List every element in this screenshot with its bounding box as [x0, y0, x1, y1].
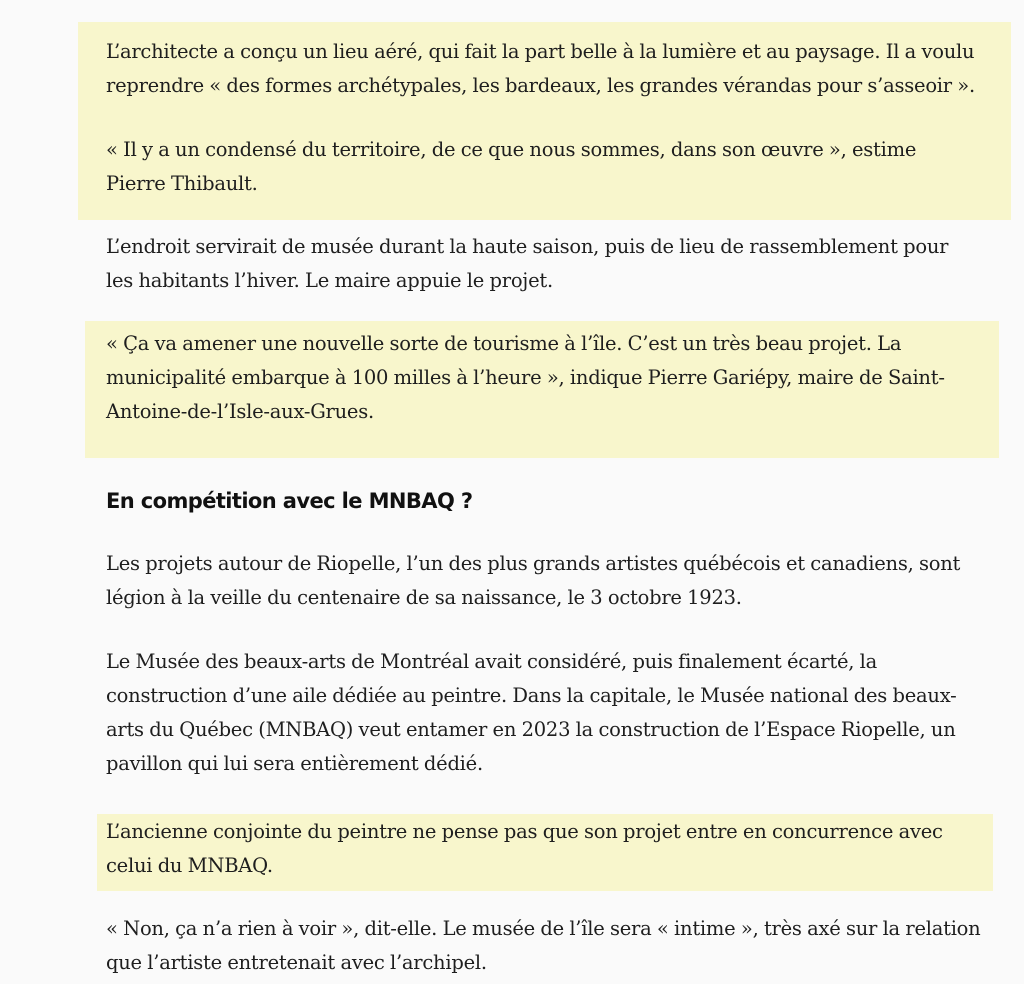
text-line: « Ça va amener une nouvelle sorte de tourisme à l’île. C’est un très beau projet. La — [106, 332, 902, 355]
text-line: Antoine-de-l’Isle-aux-Grues. — [106, 400, 374, 423]
text-line: reprendre « des formes archétypales, les bardeaux, les grandes vérandas pour s’asseoir ». — [106, 74, 975, 97]
paragraph-former-spouse — [106, 815, 943, 883]
text-line: « Non, ça n’a rien à voir », dit-elle. Le musée de l’île sera « intime », très axé sur la relation — [106, 917, 981, 940]
text-line: Les projets autour de Riopelle, l’un des plus grands artistes québécois et canadiens, sont — [106, 552, 961, 575]
paragraph-thibault-quote — [106, 133, 916, 201]
paragraph-architect-design — [106, 35, 975, 103]
text-line: pavillon qui lui sera entièrement dédié. — [106, 752, 483, 775]
text-line: Pierre Thibault. — [106, 172, 258, 195]
paragraph-riopelle-projects — [106, 547, 960, 615]
text-line: que l’artiste entretenait avec l’archipel. — [106, 951, 487, 974]
text-line: « Il y a un condensé du territoire, de ce que nous sommes, dans son œuvre », estime — [106, 138, 917, 161]
text-line: L’architecte a conçu un lieu aéré, qui fait la part belle à la lumière et au paysage. Il a voulu — [106, 40, 975, 63]
text-line: L’ancienne conjointe du peintre ne pense pas que son projet entre en concurrence avec — [106, 820, 943, 843]
text-line: municipalité embarque à 100 milles à l’heure », indique Pierre Gariépy, maire de Saint- — [106, 366, 945, 389]
paragraph-museums — [106, 645, 956, 781]
text-line: Le Musée des beaux-arts de Montréal avait considéré, puis finalement écarté, la — [106, 650, 878, 673]
section-heading: En compétition avec le MNBAQ ? — [106, 489, 473, 513]
text-line: celui du MNBAQ. — [106, 854, 273, 877]
text-line: arts du Québec (MNBAQ) veut entamer en 2023 la construction de l’Espace Riopelle, un — [106, 718, 956, 741]
paragraph-mayor-quote — [106, 327, 945, 429]
paragraph-museum-use — [106, 230, 948, 298]
paragraph-intimate-museum — [106, 912, 980, 980]
text-line: les habitants l’hiver. Le maire appuie le projet. — [106, 269, 553, 292]
text-line: légion à la veille du centenaire de sa naissance, le 3 octobre 1923. — [106, 586, 742, 609]
text-line: construction d’une aile dédiée au peintre. Dans la capitale, le Musée national des beaux- — [106, 684, 957, 707]
text-line: L’endroit servirait de musée durant la haute saison, puis de lieu de rassemblement pour — [106, 235, 949, 258]
